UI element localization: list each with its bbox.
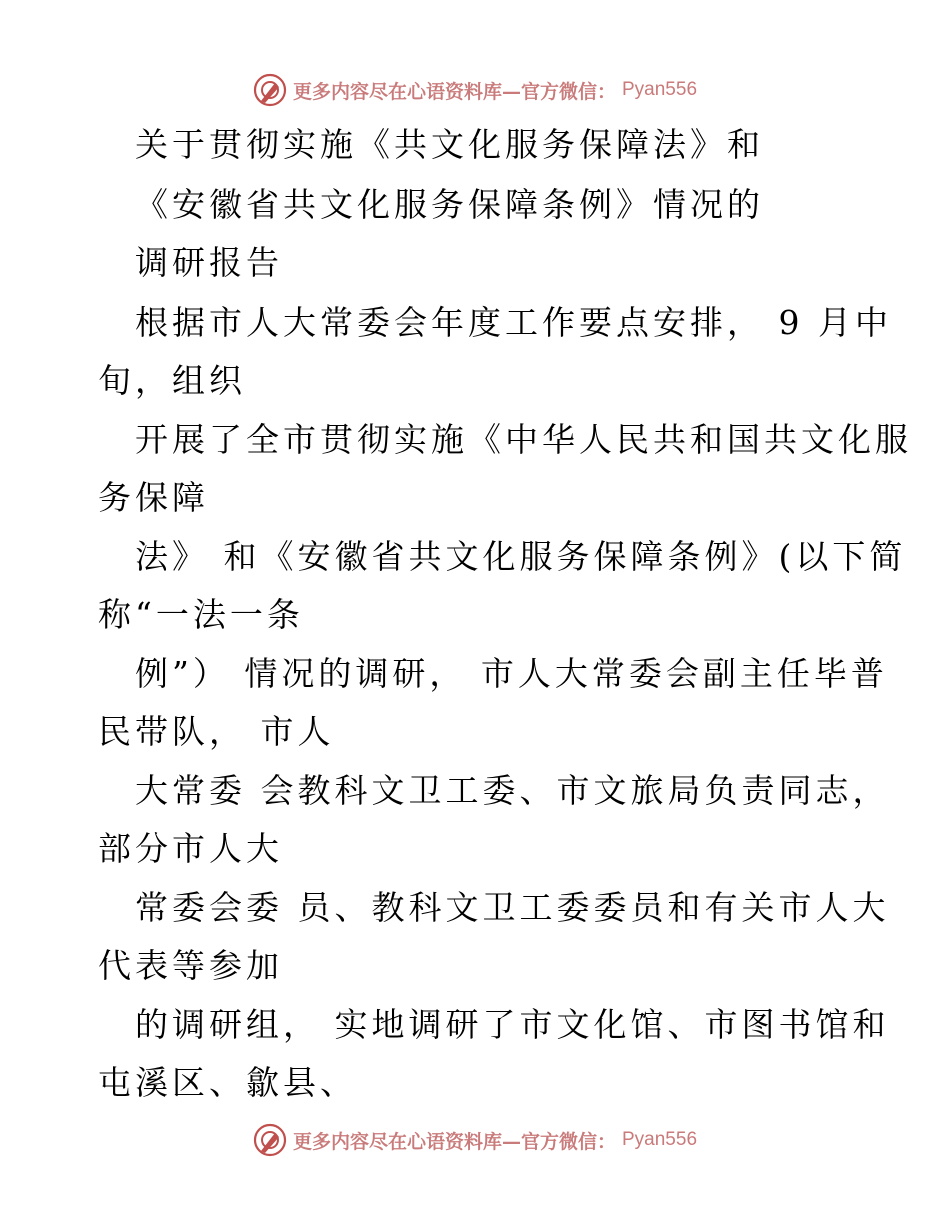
watermark-code: Pyan556 — [622, 79, 698, 100]
title-line-2: 《安徽省共文化服务保障条例》情况的 — [135, 185, 764, 224]
paragraph-line: 开展了全市贯彻实施《中华人民共和国共文化服 — [135, 420, 912, 459]
logo-icon — [253, 1123, 287, 1157]
watermark-text: 更多内容尽在心语资料库—官方微信： — [292, 1130, 616, 1153]
paragraph-line: 屯溪区、歙县、 — [98, 1063, 357, 1102]
paragraph-line: 例”） 情况的调研， 市人大常委会副主任毕普 — [135, 654, 888, 693]
paragraph-line: 大常委 会教科文卫工委、市文旅局负责同志， — [135, 771, 890, 810]
paragraph-line: 的调研组， 实地调研了市文化馆、市图书馆和 — [135, 1005, 890, 1044]
paragraph-line: 常委会委 员、教科文卫工委委员和有关市人大 — [135, 888, 890, 927]
paragraph-line: 法》 和《安徽省共文化服务保障条例》(以下简 — [135, 537, 907, 576]
watermark-code: Pyan556 — [622, 1129, 698, 1150]
paragraph-line: 部分市人大 — [98, 829, 283, 868]
paragraph-line: 根据市人大常委会年度工作要点安排， 9 月中 — [135, 303, 892, 342]
paragraph-line: 代表等参加 — [98, 946, 283, 985]
watermark-text: 更多内容尽在心语资料库—官方微信： — [292, 80, 616, 103]
title-line-1: 关于贯彻实施《共文化服务保障法》和 — [135, 125, 764, 164]
title-line-3: 调研报告 — [135, 243, 283, 282]
watermark-banner-bottom — [0, 1120, 950, 1160]
paragraph-line: 民带队， 市人 — [98, 712, 335, 751]
paragraph-line: 务保障 — [98, 478, 209, 517]
paragraph-line: 称“一法一条 — [98, 595, 304, 634]
paragraph-line: 旬，组织 — [98, 361, 246, 400]
